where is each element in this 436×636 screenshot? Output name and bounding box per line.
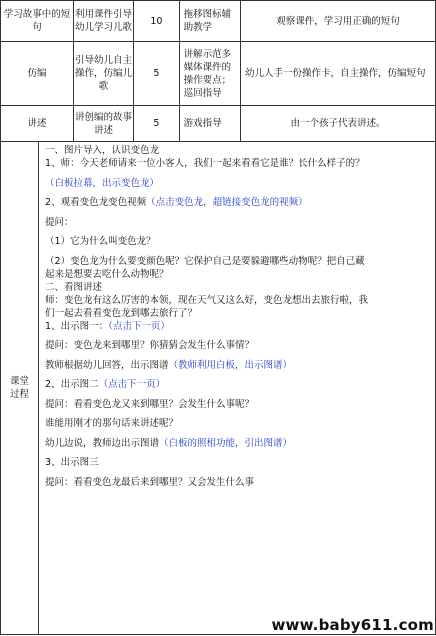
activity-cell bbox=[73, 42, 133, 106]
process-line bbox=[45, 456, 429, 469]
process-line bbox=[45, 268, 429, 281]
process-label-line: 课堂 bbox=[10, 376, 30, 387]
time-text: 5 bbox=[153, 68, 160, 79]
process-line bbox=[45, 378, 429, 391]
process-line bbox=[45, 417, 429, 430]
time-cell bbox=[134, 106, 179, 142]
stage-cell bbox=[1, 42, 74, 106]
time-cell bbox=[134, 1, 179, 42]
table-row bbox=[1, 106, 436, 142]
whiteboard-note: （白板拉幕，出示变色龙） bbox=[45, 177, 160, 189]
process-line-text: 幼儿边说，教师边出示图谱 bbox=[45, 437, 160, 449]
process-line-text: 们一起去看看变色龙到哪去旅行了？ bbox=[45, 307, 198, 319]
stage-cell bbox=[1, 1, 74, 42]
process-content-cell bbox=[39, 142, 436, 635]
activity-cell bbox=[73, 106, 133, 142]
process-line-text: 师：变色龙有这么厉害的本领，现在天气又这么好，变色龙想出去旅行啦，我 bbox=[45, 294, 369, 306]
process-line-text: 提问：看看变色龙又来到哪里？会发生什么事呢？ bbox=[45, 398, 255, 410]
activity-text: 利用课件引导幼儿学习儿歌 bbox=[75, 9, 133, 33]
method-cell bbox=[179, 106, 240, 142]
process-line-text: 二、看图讲述 bbox=[45, 281, 103, 293]
whiteboard-note: （白板的照相功能，引出图谱） bbox=[159, 437, 293, 449]
stage-text: 讲述 bbox=[27, 118, 47, 129]
activity-text: 引导幼儿自主操作，仿编儿歌 bbox=[75, 55, 133, 92]
process-line bbox=[45, 255, 429, 268]
process-line bbox=[45, 196, 429, 209]
process-label-line: 过程 bbox=[10, 389, 30, 400]
method-text: 讲解示范多媒体课件的操作要点；巡回指导 bbox=[183, 48, 232, 99]
process-line-text: 一、图片导入，认识变色龙 bbox=[45, 145, 160, 156]
process-line bbox=[45, 157, 429, 170]
purpose-cell bbox=[240, 106, 435, 142]
activity-cell bbox=[73, 1, 133, 42]
process-line bbox=[45, 281, 429, 294]
process-line-text: 提问：变色龙来到哪里？你猜猜会发生什么事情？ bbox=[45, 340, 255, 351]
activity-text: 讲创编的故事讲述 bbox=[75, 111, 133, 136]
table-row bbox=[1, 142, 436, 635]
watermark: www.baby611.com bbox=[271, 616, 434, 634]
table-row bbox=[1, 42, 436, 106]
process-line bbox=[45, 339, 429, 352]
whiteboard-note: （点击下一页） bbox=[108, 320, 170, 332]
process-line bbox=[45, 144, 429, 157]
time-text: 5 bbox=[153, 118, 160, 129]
purpose-cell bbox=[240, 42, 435, 106]
time-text: 10 bbox=[150, 15, 163, 27]
process-line-text: 1、出示图一： bbox=[45, 320, 109, 332]
process-line-text: （2）变色龙为什么要变颜色呢？它保护自己是要躲避哪些动物呢？把自己藏 bbox=[45, 255, 365, 267]
process-line-text: 1、师：今天老师请来一位小客人，我们一起来看看它是谁？长什么样子的？ bbox=[45, 158, 365, 169]
process-line bbox=[45, 320, 429, 333]
whiteboard-note: （点击变色龙，超链接变色龙的视频） bbox=[146, 197, 308, 208]
process-line-text: 3、出示图三 bbox=[45, 457, 99, 468]
process-line bbox=[45, 235, 429, 248]
purpose-text: 由一个孩子代表讲述。 bbox=[290, 118, 386, 129]
process-line-text: 起来是想要去吃什么动物呢？ bbox=[45, 268, 169, 280]
process-line-text: 提问：看看变色龙最后来到哪里？又会发生什么事 bbox=[45, 476, 255, 488]
process-line bbox=[45, 294, 429, 307]
table-row bbox=[1, 1, 436, 42]
method-cell bbox=[179, 42, 240, 106]
process-line bbox=[45, 359, 429, 372]
whiteboard-note: （点击下一页） bbox=[98, 379, 166, 390]
process-text bbox=[45, 144, 429, 489]
process-line bbox=[45, 177, 429, 190]
process-line bbox=[45, 437, 429, 450]
stage-cell bbox=[1, 106, 74, 142]
stage-text: 仿编 bbox=[27, 68, 47, 79]
process-line bbox=[45, 476, 429, 489]
process-line-text: 2、观看变色龙变色视频 bbox=[45, 197, 147, 208]
process-line bbox=[45, 398, 429, 411]
process-line-text: 谁能用刚才的那句话来讲述呢？ bbox=[45, 418, 179, 429]
whiteboard-note: （教师利用白板，出示图谱） bbox=[168, 359, 293, 371]
process-line-text: 2、出示图二 bbox=[45, 379, 99, 390]
purpose-text: 幼儿人手一份操作卡，自主操作，仿编短句 bbox=[244, 68, 426, 79]
method-text: 游戏指导 bbox=[183, 118, 222, 129]
process-line-text: 提问： bbox=[45, 216, 74, 228]
method-cell bbox=[179, 1, 240, 42]
time-cell bbox=[134, 42, 179, 106]
stage-text: 学习故事中的短句 bbox=[3, 9, 71, 33]
process-line bbox=[45, 307, 429, 320]
process-line-text: 教师根据幼儿回答，出示图谱 bbox=[45, 359, 169, 371]
process-line bbox=[45, 216, 429, 229]
process-label-cell bbox=[1, 142, 39, 635]
purpose-text: 观察课件，学习用正确的短句 bbox=[276, 15, 400, 27]
purpose-cell bbox=[240, 1, 435, 42]
process-line-text: （1）它为什么叫变色龙？ bbox=[45, 236, 156, 247]
method-text: 拖移图标辅助教学 bbox=[183, 9, 232, 33]
process-label bbox=[1, 375, 38, 401]
